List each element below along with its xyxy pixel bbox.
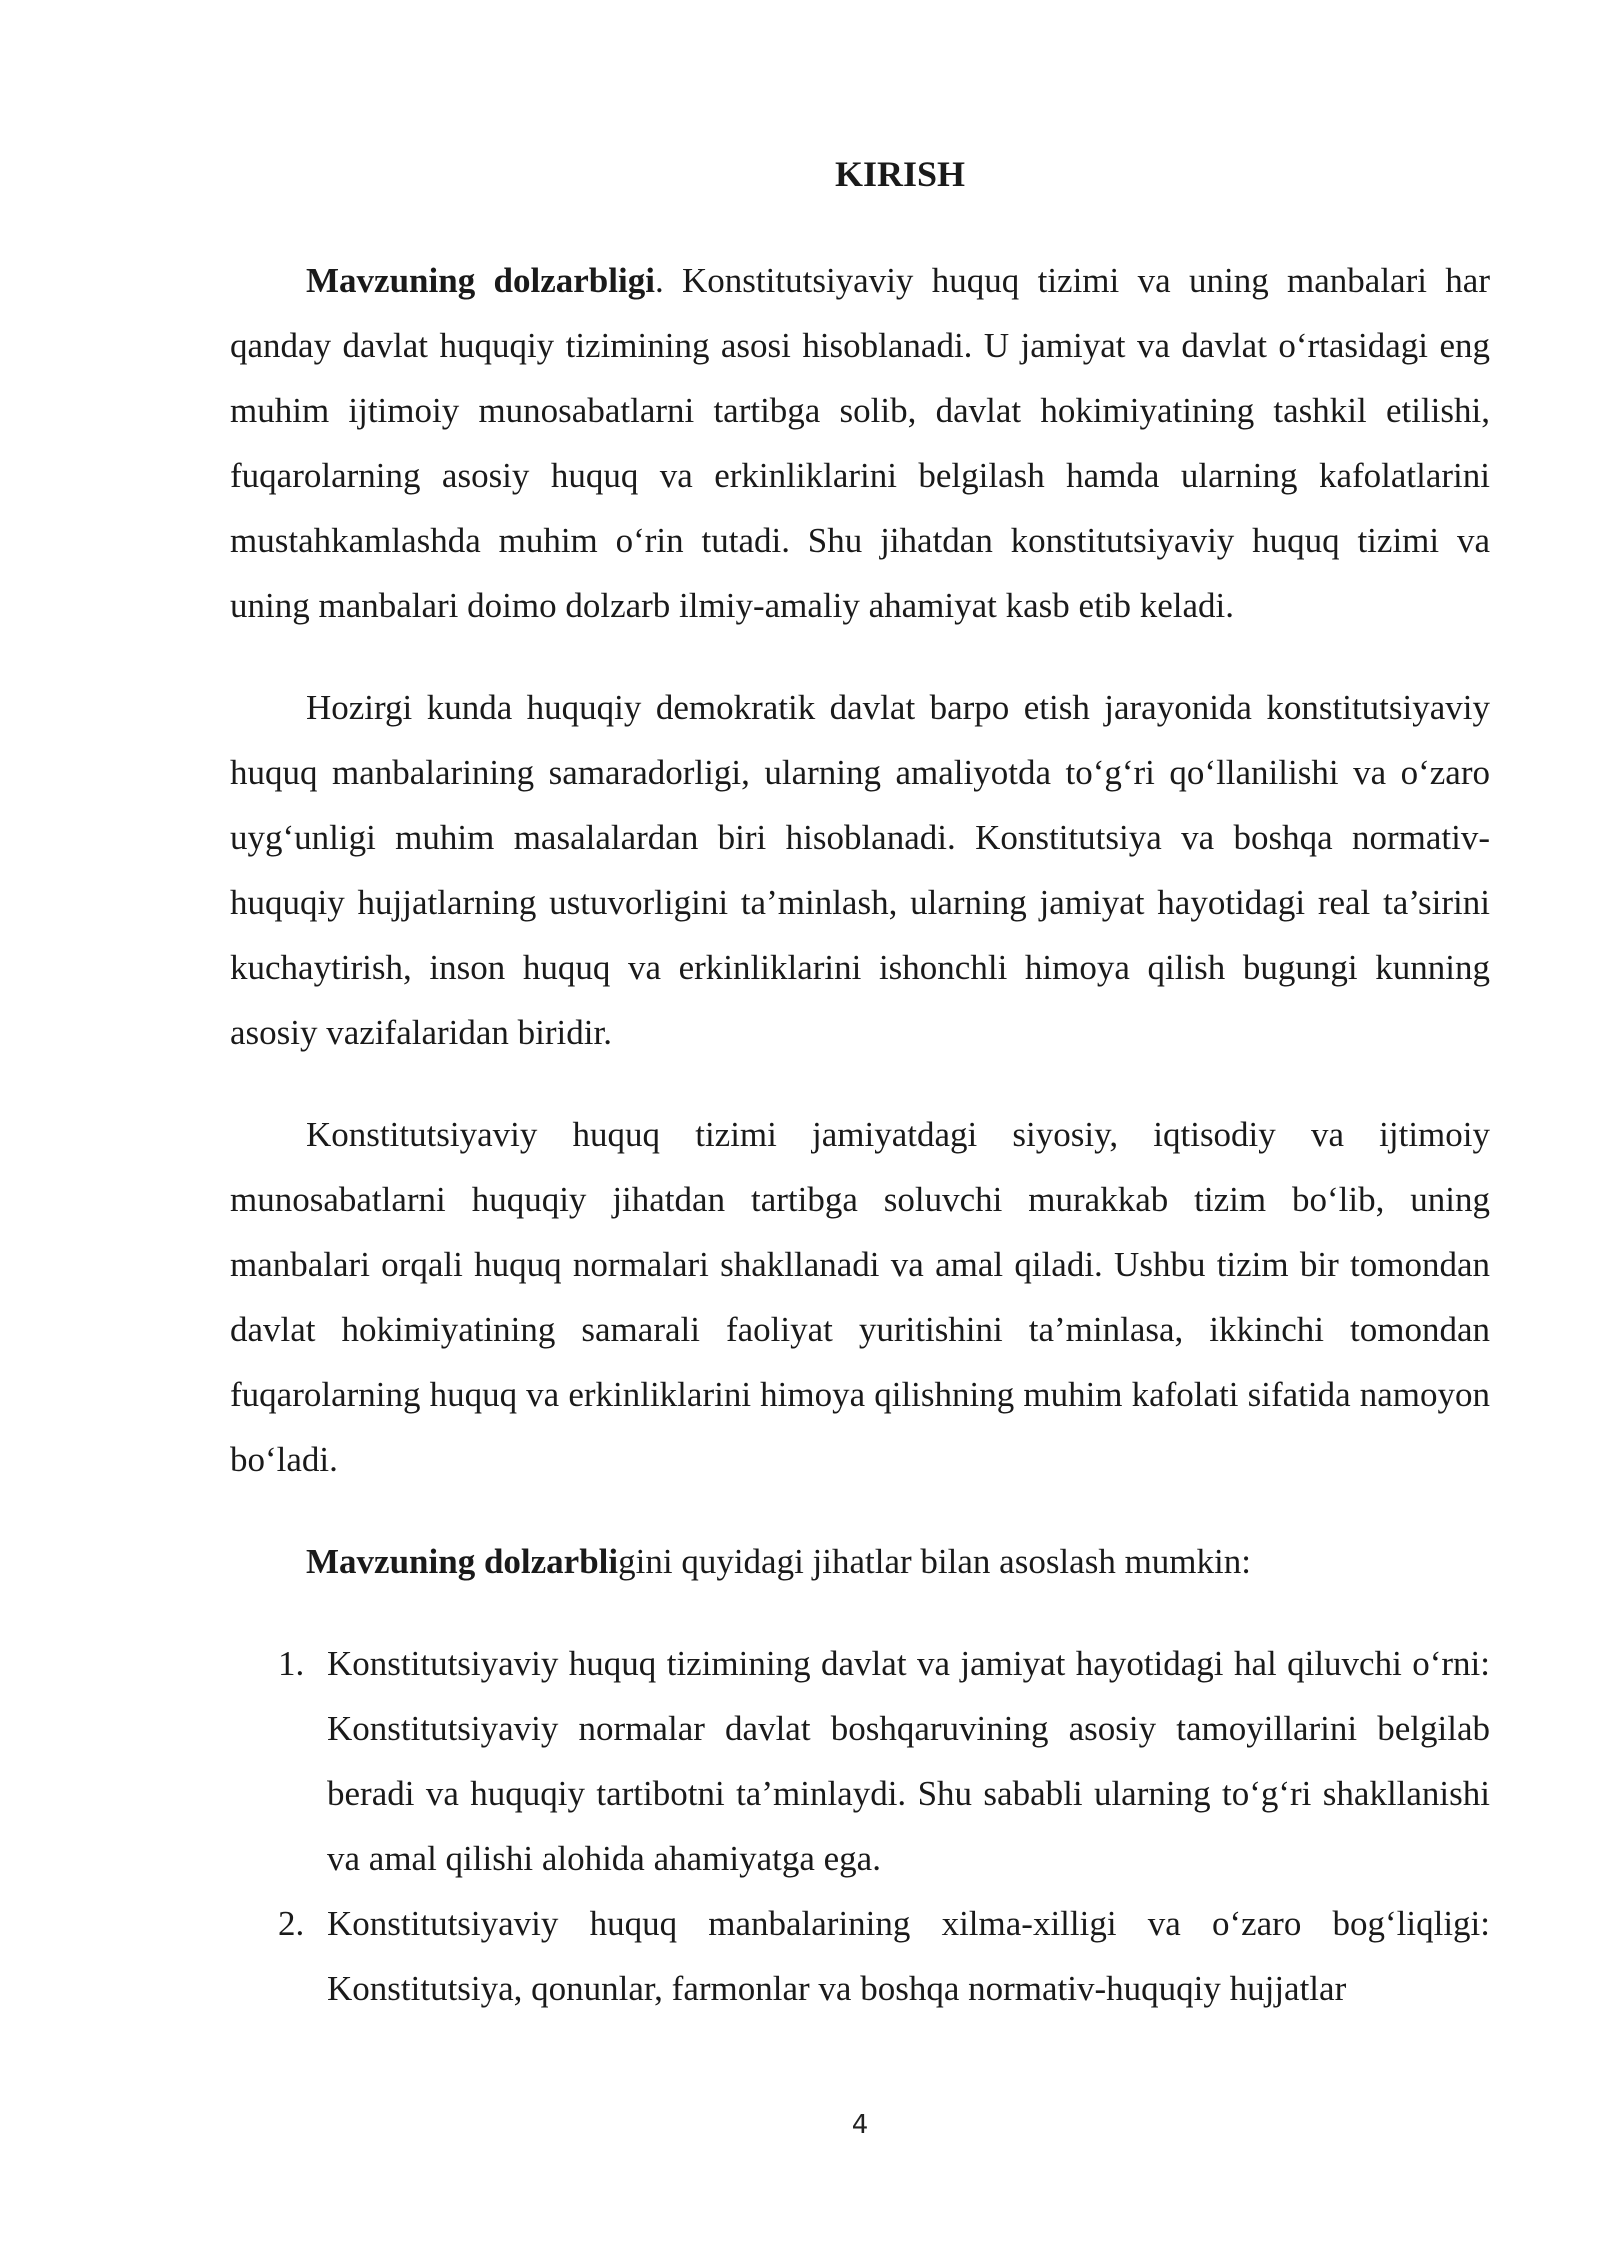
paragraph-3-text: Konstitutsiyaviy huquq tizimi jamiyatdagi siyosiy, iqtisodiy va ijtimoiy munosabatlarni huquqiy jihatdan tartibga soluvchi murakkab tizim bo‘lib, uning manbalari orqali huquq normalari shakllanadi va amal qiladi. Ushbu tizim bir tomondan davlat hokimiyatining samarali faoliyat yuritishini ta’minlasa, ikkinchi tomondan fuqarolarning huquq va erkinliklarini himoya qilishning muhim kafolati sifatida namoyon bo‘ladi. <box>230 1115 1490 1479</box>
paragraph-1-bold-lead: Mavzuning dolzarbligi <box>306 261 655 300</box>
numbered-list <box>230 1631 1490 2021</box>
paragraph-3 <box>230 1102 1490 1492</box>
list-intro-text: gini quyidagi jihatlar bilan asoslash mumkin: <box>618 1542 1251 1581</box>
paragraph-2 <box>230 675 1490 1065</box>
list-item-number: 1. <box>278 1644 305 1683</box>
list-item-text: Konstitutsiyaviy huquq tizimining davlat va jamiyat hayotidagi hal qiluvchi o‘rni: Konstitutsiyaviy normalar davlat boshqaruvining asosiy tamoyillarini belgilab beradi va huquqiy tartibotni ta’minlaydi. Shu sababli ularning to‘g‘ri shakllanishi va amal qilishi alohida ahamiyatga ega. <box>327 1644 1490 1878</box>
paragraph-2-text: Hozirgi kunda huquqiy demokratik davlat barpo etish jarayonida konstitutsiyaviy huquq manbalarining samaradorligi, ularning amaliyotda to‘g‘ri qo‘llanilishi va o‘zaro uyg‘unligi muhim masalalardan biri hisoblanadi. Konstitutsiya va boshqa normativ-huquqiy hujjatlarning ustuvorligini ta’minlash, ularning jamiyat hayotidagi real ta’sirini kuchaytirish, inson huquq va erkinliklarini ishonchli himoya qilish bugungi kunning asosiy vazifalaridan biridir. <box>230 688 1490 1052</box>
page-title-text: KIRISH <box>834 154 966 194</box>
paragraph-1-text: . Konstitutsiyaviy huquq tizimi va uning manbalari har qanday davlat huquqiy tizimining asosi hisoblanadi. U jamiyat va davlat o‘rtasidagi eng muhim ijtimoiy munosabatlarni tartibga solib, davlat hokimiyatining tashkil etilishi, fuqarolarning asosiy huquq va erkinliklarini belgilash hamda ularning kafolatlarini mustahkamlashda muhim o‘rin tutadi. Shu jihatdan konstitutsiyaviy huquq tizimi va uning manbalari doimo dolzarb ilmiy-amaliy ahamiyat kasb etib keladi. <box>230 261 1490 625</box>
list-item-number: 2. <box>278 1904 305 1943</box>
list-item <box>230 1891 1490 2021</box>
list-item <box>230 1631 1490 1891</box>
list-item-text: Konstitutsiyaviy huquq manbalarining xilma-xilligi va o‘zaro bog‘liqligi: Konstitutsiya, qonunlar, farmonlar va boshqa normativ-huquqiy hujjatlar <box>327 1904 1490 2008</box>
page-number <box>0 2110 1600 2140</box>
page-number-text: 4 <box>851 2110 869 2140</box>
paragraph-1 <box>230 248 1490 638</box>
list-intro-bold: Mavzuning dolzarbli <box>306 1542 619 1581</box>
document-body <box>230 248 1490 2021</box>
list-intro <box>230 1529 1490 1594</box>
page-title <box>0 150 1600 198</box>
